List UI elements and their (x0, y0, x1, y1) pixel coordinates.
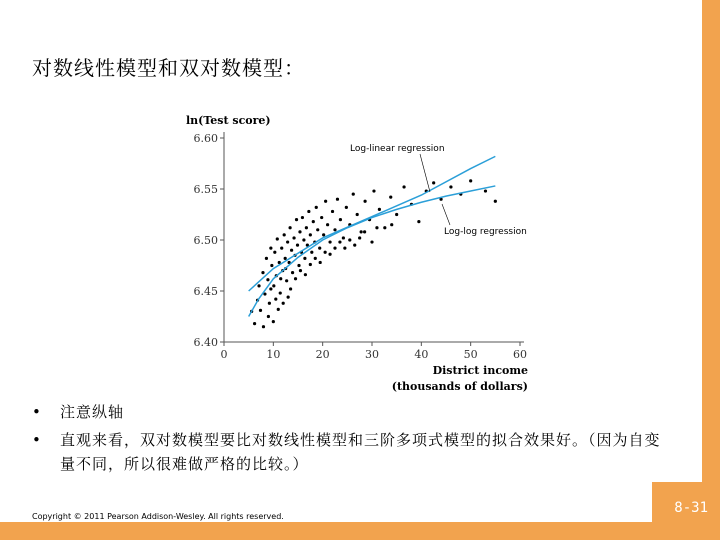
data-point (360, 230, 363, 233)
x-tick-label: 60 (513, 348, 527, 361)
data-point (316, 228, 319, 231)
x-tick-label: 30 (365, 348, 379, 361)
data-point (395, 213, 398, 216)
data-point (312, 220, 315, 223)
data-point (320, 216, 323, 219)
data-point (301, 216, 304, 219)
annotation-log-log: Log-log regression (444, 227, 527, 237)
data-point (375, 226, 378, 229)
data-point (383, 226, 386, 229)
y-tick-label: 6.45 (193, 285, 218, 298)
x-tick-label: 0 (220, 348, 228, 361)
data-point (389, 196, 392, 199)
bullet-marker: • (32, 403, 41, 421)
data-point (324, 200, 327, 203)
data-point (314, 257, 317, 260)
data-point (322, 233, 325, 236)
y-tick-label: 6.40 (193, 336, 218, 349)
data-point (328, 253, 331, 256)
data-point (302, 238, 305, 241)
data-point (328, 240, 331, 243)
data-point (338, 240, 341, 243)
regression-line (249, 186, 496, 317)
data-point (253, 322, 256, 325)
y-tick-label: 6.55 (193, 183, 218, 196)
data-point (298, 230, 301, 233)
bullet-item (32, 400, 672, 424)
data-point (283, 233, 286, 236)
x-tick-label: 10 (266, 348, 281, 361)
slide-title: 对数线性模型和双对数模型： (32, 56, 305, 80)
data-point (259, 309, 262, 312)
bullet-text: 注意纵轴 (60, 403, 125, 421)
data-point (417, 220, 420, 223)
data-point (292, 236, 295, 239)
data-point (333, 228, 336, 231)
data-point (318, 247, 321, 250)
data-point (257, 284, 260, 287)
data-point (378, 208, 381, 211)
data-point (261, 271, 264, 274)
annotation-log-linear: Log-linear regression (350, 144, 445, 154)
data-point (286, 240, 289, 243)
data-point (289, 287, 292, 290)
data-point (267, 315, 270, 318)
annotation-leader (442, 204, 450, 225)
data-point (304, 273, 307, 276)
bullet-item (32, 428, 672, 476)
data-point (307, 210, 310, 213)
data-point (266, 278, 269, 281)
bullet-text: 直观来看，双对数模型要比对数线性模型和三阶多项式模型的拟合效果好。（因为自变量不同，所以很难做严格的比较。） (60, 431, 661, 473)
data-point (272, 284, 275, 287)
data-point (331, 210, 334, 213)
data-point (269, 287, 272, 290)
data-point (343, 247, 346, 250)
data-point (363, 200, 366, 203)
y-tick-label: 6.50 (193, 234, 218, 247)
data-point (336, 198, 339, 201)
data-point (291, 271, 294, 274)
data-point (273, 251, 276, 254)
data-point (265, 257, 268, 260)
data-point (276, 237, 279, 240)
data-point (352, 193, 355, 196)
data-point (269, 247, 272, 250)
data-point (484, 189, 487, 192)
x-tick-label: 50 (463, 348, 478, 361)
page-number: 8-31 (674, 500, 708, 516)
data-point (353, 244, 356, 247)
data-point (272, 320, 275, 323)
data-point (297, 264, 300, 267)
x-tick-label: 20 (315, 348, 330, 361)
data-point (294, 277, 297, 280)
x-axis-label: District income (432, 364, 528, 377)
data-point (290, 249, 293, 252)
data-point (279, 291, 282, 294)
data-point (348, 238, 351, 241)
bullet-marker: • (32, 431, 41, 449)
data-point (358, 236, 361, 239)
data-point (363, 230, 366, 233)
data-point (274, 298, 277, 301)
data-point (287, 296, 290, 299)
data-point (303, 257, 306, 260)
copyright-notice: Copyright © 2011 Pearson Addison-Wesley. All rights reserved. (32, 512, 284, 521)
data-point (270, 264, 273, 267)
data-point (280, 247, 283, 250)
bullet-list (32, 400, 672, 480)
data-point (310, 251, 313, 254)
data-point (370, 240, 373, 243)
data-point (333, 247, 336, 250)
data-point (339, 218, 342, 221)
data-point (277, 308, 280, 311)
regression-line (249, 156, 496, 291)
data-point (390, 223, 393, 226)
data-point (289, 226, 292, 229)
data-point (284, 257, 287, 260)
data-point (315, 206, 318, 209)
data-point (285, 279, 288, 282)
data-point (319, 261, 322, 264)
data-point (432, 181, 435, 184)
x-axis-label-units: (thousands of dollars) (391, 380, 528, 393)
data-point (324, 251, 327, 254)
data-point (345, 206, 348, 209)
data-point (296, 244, 299, 247)
data-point (295, 218, 298, 221)
data-point (372, 189, 375, 192)
data-point (402, 185, 405, 188)
data-point (268, 302, 271, 305)
data-point (309, 263, 312, 266)
data-point (469, 179, 472, 182)
data-point (449, 185, 452, 188)
annotation-leader (420, 154, 430, 192)
data-point (305, 226, 308, 229)
data-point (262, 325, 265, 328)
y-axis-label: ln(Test score) (186, 114, 271, 127)
data-point (299, 269, 302, 272)
data-point (282, 302, 285, 305)
page-number-badge (652, 482, 720, 540)
data-point (309, 233, 312, 236)
data-point (279, 277, 282, 280)
data-point (342, 236, 345, 239)
data-point (356, 213, 359, 216)
y-tick-label: 6.60 (193, 132, 218, 145)
data-point (326, 223, 329, 226)
x-tick-label: 40 (414, 348, 429, 361)
data-point (494, 200, 497, 203)
